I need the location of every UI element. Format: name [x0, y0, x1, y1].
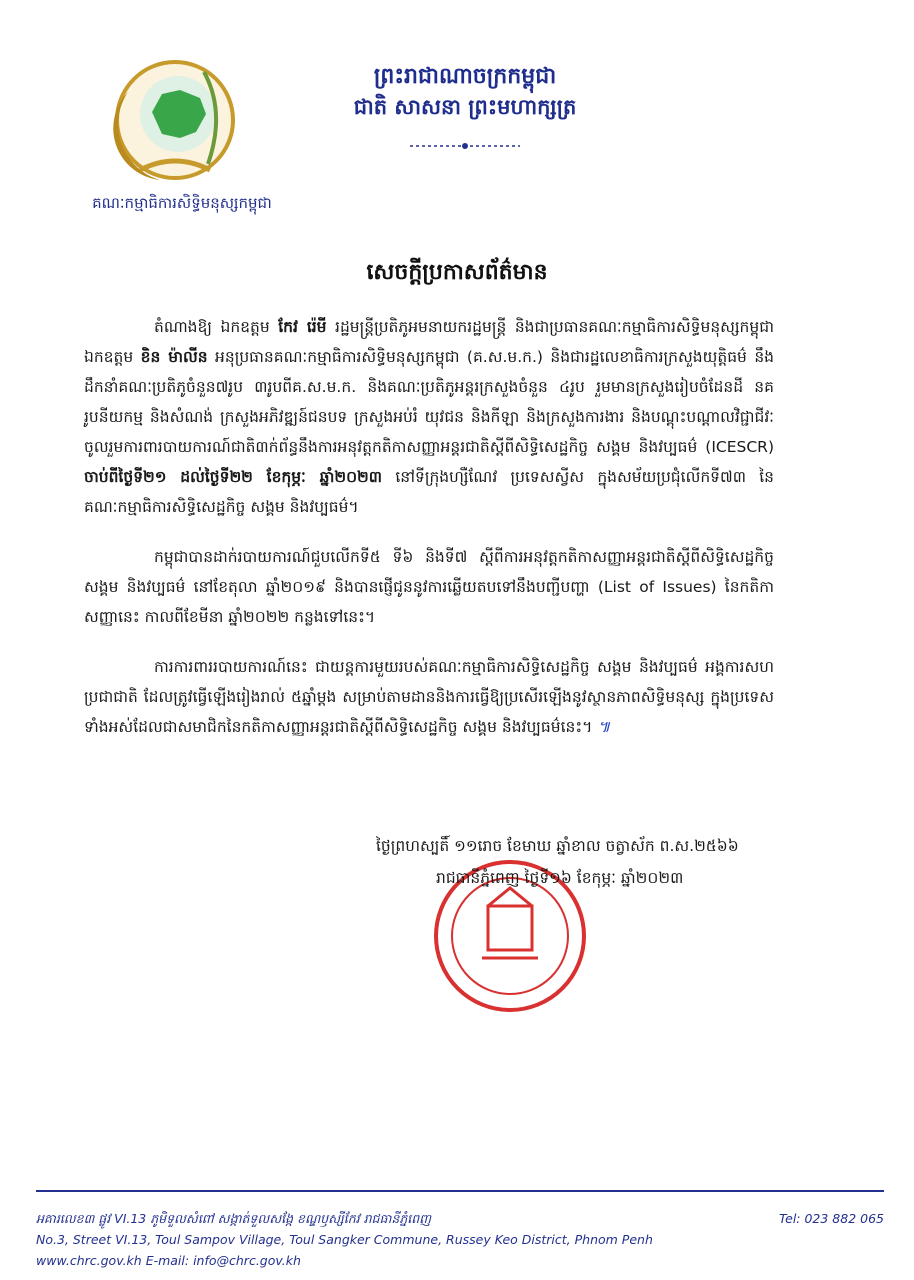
address-english: No.3, Street VI.13, Toul Sampov Village, Toul Sangker Commune, Russey Keo District, Phnom Penh: [36, 1232, 653, 1247]
kingdom-title: ព្រះរាជាណាចក្រកម្ពុជា: [373, 64, 557, 89]
paragraph-2: កម្ពុជាបានដាក់របាយការណ៍ជួបលើកទី៥ ទី៦ និងទី៧ ស្តីពីការអនុវត្តកតិកាសញ្ញាអន្តរជាតិស្តីពីសិទ្ធិសេដ្ឋកិច្ច សង្គម និងវប្បធម៌ នៅខែតុលា ឆ្នាំ២០១៩ និងបានផ្ញើជូននូវការឆ្លើយតបទៅនឹងបញ្ជីបញ្ហា (List of Issues) នៃកតិកាសញ្ញានេះ កាលពីខែមីនា ឆ្នាំ២០២២ កន្លងទៅនេះ។: [84, 548, 774, 626]
website-email: www.chrc.gov.kh E-mail: info@chrc.gov.kh: [36, 1253, 301, 1268]
lunar-date: ថ្ងៃព្រហស្បតិ៍ ១១រោច ខែមាឃ ឆ្នាំខាល ចត្វាស័ក ព.ស.២៥៦៦: [376, 837, 739, 855]
organization-name: គណៈកម្មាធិការសិទ្ធិមនុស្សកម្ពុជា: [92, 194, 272, 212]
address-khmer: អគារលេខ៣ ផ្លូវ VI.13 ភូមិទួលសំពៅ សង្កាត់ទួលសង្កែ ខណ្ឌឫស្សីកែវ រាជធានីភ្នំពេញ: [36, 1211, 432, 1226]
vice-president-name: ខិន ម៉ាលីន: [140, 348, 208, 366]
footer: [36, 1208, 884, 1271]
end-mark: ៕: [597, 718, 611, 736]
national-motto: ជាតិ សាសនា ព្រះមហាក្សត្រ: [353, 95, 577, 119]
footer-divider: [36, 1190, 884, 1192]
document-body: [84, 312, 774, 762]
minister-name: កែវ រ៉េមី: [278, 318, 327, 336]
session-dates: ចាប់ពីថ្ងៃទី២១ ដល់ថ្ងៃទី២២ ខែកុម្ភៈ ឆ្នាំ២០២៣: [84, 468, 383, 486]
paragraph-3: ការការពាររបាយការណ៍នេះ ជាយន្តការមួយរបស់គណៈកម្មាធិការសិទ្ធិសេដ្ឋកិច្ច សង្គម និងវប្បធម៌ អង្គការសហប្រជាជាតិ ដែលត្រូវធ្វើឡើងរៀងរាល់ ៥ឆ្នាំម្តង សម្រាប់តាមដាននិងការធ្វើឱ្យប្រសើរឡើងនូវស្ថានភាពសិទ្ធិមនុស្ស ក្នុងប្រទេសទាំងអស់ដែលជាសមាជិកនៃកតិកាសញ្ញាអន្តរជាតិស្តីពីសិទ្ធិសេដ្ឋកិច្ច សង្គម និងវប្បធម៌នេះ។ ៕: [84, 658, 774, 736]
date-block: [376, 830, 796, 894]
document-title: សេចក្តីប្រកាសព័ត៌មាន: [366, 260, 548, 285]
chrc-logo-icon: [100, 52, 250, 192]
paragraph-1: តំណាងឱ្យ ឯកឧត្តម កែវ រ៉េមី រដ្ឋមន្ត្រីប្រតិភូអមនាយករដ្ឋមន្ត្រី និងជាប្រធានគណៈកម្មាធិការសិទ្ធិមនុស្សកម្ពុជា ឯកឧត្តម ខិន ម៉ាលីន អនុប្រធានគណៈកម្មាធិការសិទ្ធិមនុស្សកម្ពុជា (គ.ស.ម.ក.) និងជារដ្ឋលេខាធិការក្រសួងយុត្តិធម៌ នឹងដឹកនាំគណៈប្រតិភូចំនួន៧រូប ៣រូបពីគ.ស.ម.ក. និងគណៈប្រតិភូអន្តរក្រសួងចំនួន ៤រូប រួមមានក្រសួងរៀបចំដែនដី នគរូបនីយកម្ម និងសំណង់ ក្រសួងអភិវឌ្ឍន៍ជនបទ ក្រសួងអប់រំ យុវជន និងកីឡា និងក្រសួងការងារ និងបណ្តុះបណ្តាលវិជ្ជាជីវៈ ចូលរួមការពារបាយការណ៍ជាតិ៣ក់ព័ន្ធនឹងការអនុវត្តកតិកាសញ្ញាអន្តរជាតិស្តីពីសិទ្ធិសេដ្ឋកិច្ច សង្គម និងវប្បធម៌ (ICESCR) ចាប់ពីថ្ងៃទី២១ ដល់ថ្ងៃទី២២ ខែកុម្ភៈ ឆ្នាំ២០២៣ នៅទីក្រុងហ្សឺណែវ ប្រទេសស្វីស ក្នុងសម័យប្រជុំលើកទី៧៣ នៃគណៈកម្មាធិការសិទ្ធិសេដ្ឋកិច្ច សង្គម និងវប្បធម៌។: [84, 318, 775, 516]
telephone: Tel: 023 882 065: [779, 1211, 884, 1226]
ornament-divider-icon: [410, 140, 520, 152]
kingdom-motto: [300, 62, 630, 122]
solar-date: រាជធានីភ្នំពេញ ថ្ងៃទី១៦ ខែកុម្ភៈ ឆ្នាំ២០២៣: [436, 869, 684, 887]
